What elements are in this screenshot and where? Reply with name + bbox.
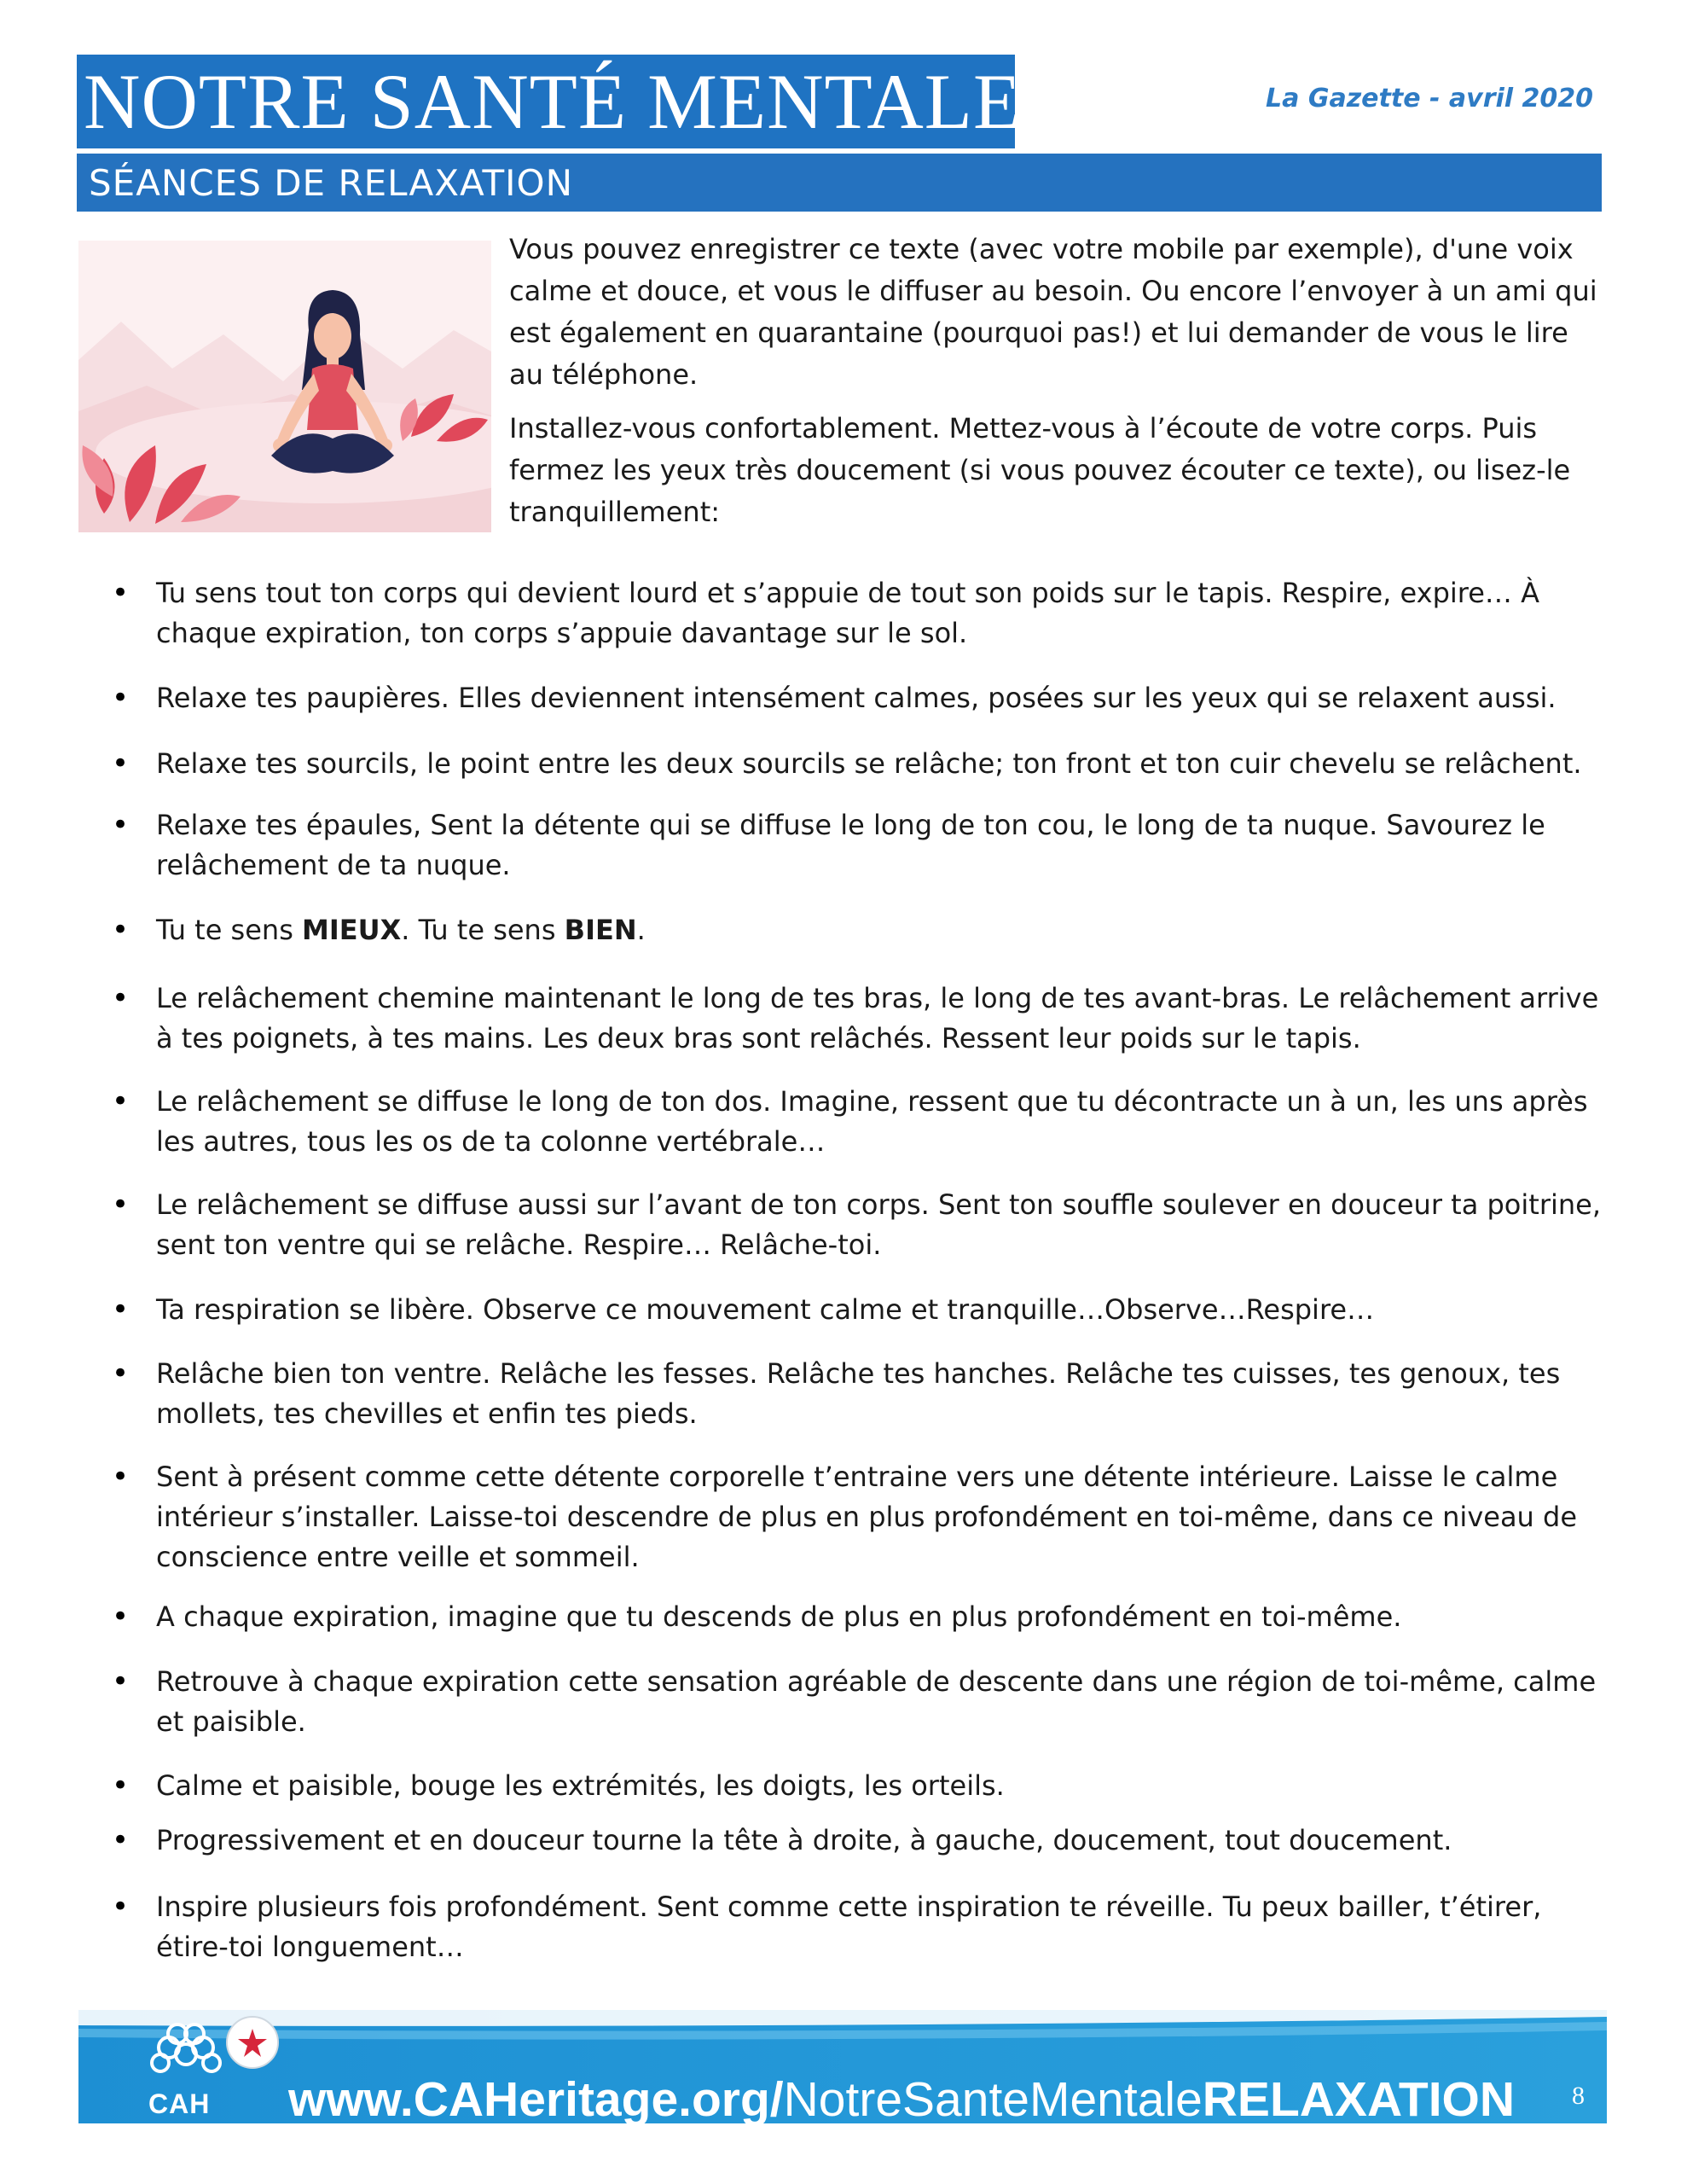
section-title: SÉANCES DE RELAXATION [89, 162, 574, 204]
list-item: • Sent à présent comme cette détente corporelle t’entraine vers une détente intérieure. Laisse le calme intérieur s’installer. Laisse-toi descendre de plus en plus profondément en toi-même, dans ce niveau de conscience entre veille et sommeil. [156, 1457, 1606, 1577]
list-item: • Calme et paisible, bouge les extrémités, les doigts, les orteils. [156, 1766, 1606, 1806]
page-number: 8 [1572, 2082, 1585, 2110]
list-item: • A chaque expiration, imagine que tu descends de plus en plus profondément en toi-même. [156, 1597, 1606, 1637]
list-item-text: Tu te sens [156, 914, 303, 946]
emphasis-text: MIEUX [302, 914, 402, 946]
page-title: NOTRE SANTÉ MENTALE [84, 58, 1023, 145]
list-item: • Relâche bien ton ventre. Relâche les fesses. Relâche tes hanches. Relâche tes cuisses, tes genoux, tes mollets, tes chevilles et enfin tes pieds. [156, 1354, 1606, 1434]
list-item: • Retrouve à chaque expiration cette sensation agréable de descente dans une région de toi-même, calme et paisible. [156, 1662, 1606, 1742]
list-item: • Relaxe tes sourcils, le point entre les deux sourcils se relâche; ton front et ton cuir chevelu se relâchent. [156, 744, 1606, 784]
list-item: • Inspire plusieurs fois profondément. Sent comme cette inspiration te réveille. Tu peux bailler, t’étirer, étire-toi longuement… [156, 1887, 1606, 1967]
gazette-label: La Gazette - avril 2020 [1266, 84, 1593, 113]
footer-url-link[interactable] [288, 2071, 1515, 2128]
cah-logo-label: CAH [148, 2088, 211, 2119]
url-path[interactable]: NotreSanteMentale [783, 2072, 1203, 2127]
list-item: • Relaxe tes paupières. Elles deviennent intensément calmes, posées sur les yeux qui se relaxent aussi. [156, 678, 1606, 718]
url-domain[interactable]: www.CAHeritage.org/ [288, 2072, 784, 2127]
intro-paragraph: Installez-vous confortablement. Mettez-vous à l’écoute de votre corps. Puis fermez les yeux très doucement (si vous pouvez écouter ce texte), ou lisez-le tranquillement: [509, 412, 1571, 528]
list-item [156, 910, 1606, 950]
list-item: • Ta respiration se libère. Observe ce mouvement calme et tranquille…Observe…Respire… [156, 1290, 1606, 1330]
list-item: • Relaxe tes épaules, Sent la détente qui se diffuse le long de ton cou, le long de ta nuque. Savourez le relâchement de ta nuque. [156, 805, 1606, 886]
intro-paragraph: Vous pouvez enregistrer ce texte (avec votre mobile par exemple), d'une voix calme et douce, et vous le diffuser au besoin. Ou encore l’envoyer à un ami qui est également en quarantaine (pourquoi pas!) et lui demander de vous le lire au téléphone. [509, 233, 1597, 391]
url-path-end[interactable]: RELAXATION [1202, 2072, 1516, 2127]
list-item: • Progressivement et en douceur tourne la tête à droite, à gauche, doucement, tout doucement. [156, 1821, 1606, 1861]
list-item: • Le relâchement se diffuse aussi sur l’avant de ton corps. Sent ton souffle soulever en douceur ta poitrine, sent ton ventre qui se relâche. Respire… Relâche-toi. [156, 1185, 1606, 1265]
list-item-text: . Tu te sens [401, 914, 565, 946]
list-item: • Le relâchement chemine maintenant le long de tes bras, le long de tes avant-bras. Le relâchement arrive à tes poignets, à tes mains. Les deux bras sont relâchés. Ressent leur poids sur le tapis. [156, 979, 1606, 1059]
cah-flower-logo-icon [135, 2020, 237, 2088]
list-item: • Tu sens tout ton corps qui devient lourd et s’appuie de tout son poids sur le tapis. Respire, expire… À chaque expiration, ton corps s’appuie davantage sur le sol. [156, 573, 1606, 653]
emphasis-text: BIEN [564, 914, 637, 946]
list-item-text: . [636, 914, 646, 946]
list-item: • Le relâchement se diffuse le long de ton dos. Imagine, ressent que tu décontracte un à un, les uns après les autres, tous les os de ta colonne vertébrale… [156, 1082, 1606, 1162]
star-seal-badge-icon [223, 2013, 281, 2071]
